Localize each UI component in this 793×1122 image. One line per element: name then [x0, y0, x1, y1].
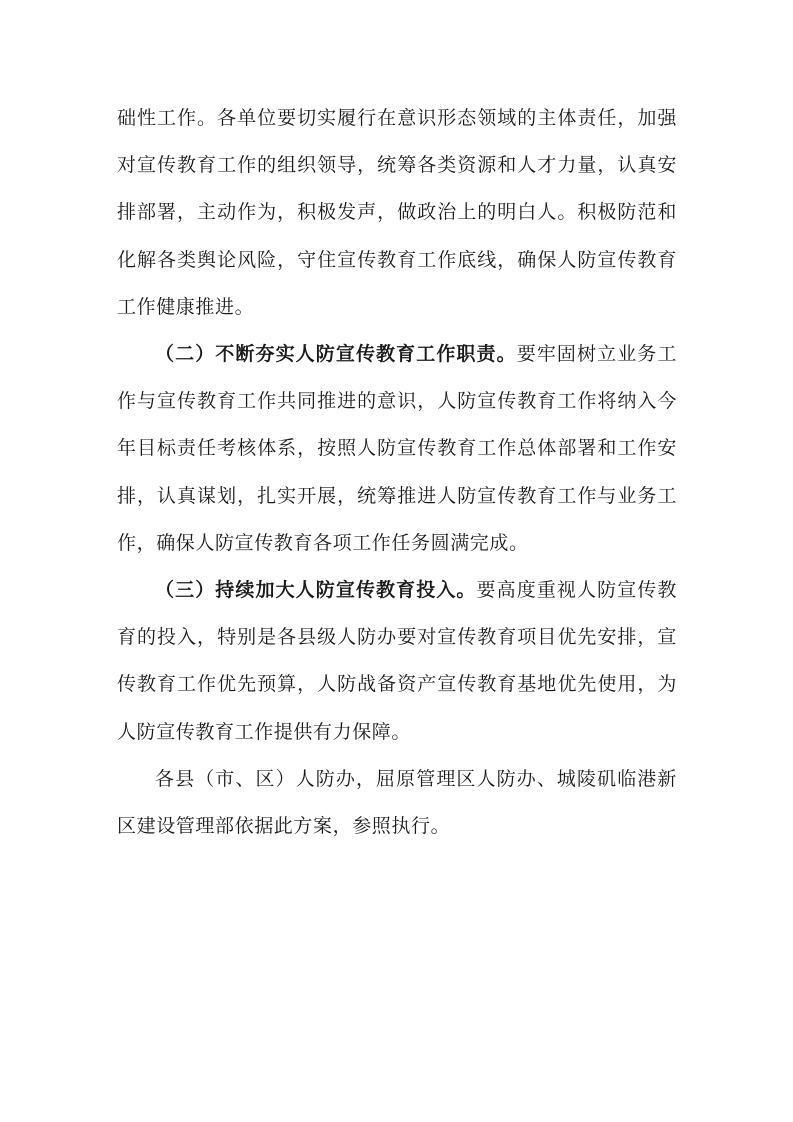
paragraph-section-3	[117, 567, 677, 756]
paragraph-text: 要高度重视人防宣传教育的投入，特别是各县级人防办要对宣传教育项目优先安排，宣传教育工作优先预算，人防战备资产宣传教育基地优先使用，为人防宣传教育工作提供有力保障。	[117, 579, 677, 743]
section-heading: （三）持续加大人防宣传教育投入。	[155, 579, 477, 602]
paragraph-section-2	[117, 331, 677, 567]
section-heading: （二）不断夯实人防宣传教育工作职责。	[155, 343, 517, 366]
paragraph-text: 要牢固树立业务工作与宣传教育工作共同推进的意识，人防宣传教育工作将纳入今年目标责任考核体系，按照人防宣传教育工作总体部署和工作安排，认真谋划，扎实开展，统筹推进人防宣传教育工作与业务工作，确保人防宣传教育各项工作任务圆满完成。	[117, 343, 677, 554]
document-body	[117, 95, 677, 850]
paragraph-continuation	[117, 95, 677, 331]
paragraph-text: 础性工作。各单位要切实履行在意识形态领域的主体责任，加强对宣传教育工作的组织领导，统筹各类资源和人才力量，认真安排部署，主动作为，积极发声，做政治上的明白人。积极防范和化解各类舆论风险，守住宣传教育工作底线，确保人防宣传教育工作健康推进。	[117, 107, 677, 318]
paragraph-text: 各县（市、区）人防办，屈原管理区人防办、城陵矶临港新区建设管理部依据此方案，参照执行。	[117, 767, 677, 838]
paragraph-closing	[117, 756, 677, 850]
